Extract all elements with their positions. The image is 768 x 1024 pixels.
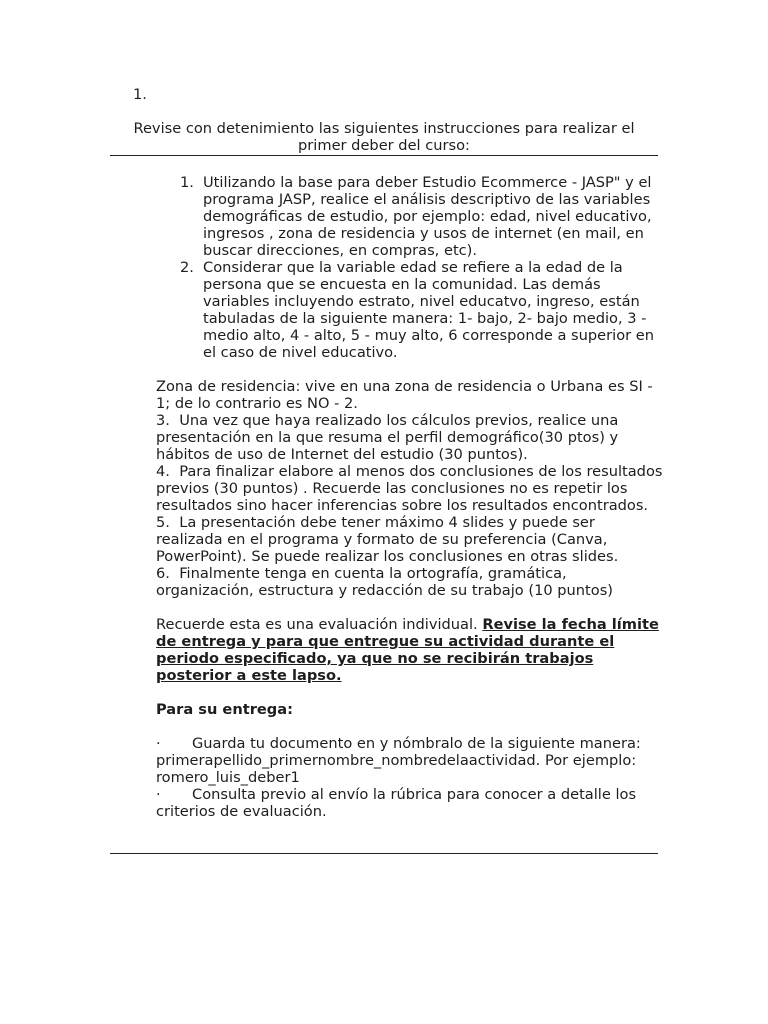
residence-paragraph: Zona de residencia: vive en una zona de residencia o Urbana es SI - 1; de lo contrario es NO - 2. (156, 378, 653, 412)
bottom-divider (110, 853, 658, 854)
intro-paragraph: Revise con detenimiento las siguientes instrucciones para realizar el primer deber del curso: (133, 120, 635, 154)
top-divider (110, 155, 658, 156)
list-item-text: Considerar que la variable edad se refiere a la edad de la persona que se encuesta en la comunidad. Las demás variables incluyendo estrato, nivel educatvo, ingreso, están tabuladas de la siguiente manera: 1- bajo, 2- bajo medio, 3 - medio alto, 4 - alto, 5 - muy alto, 6 corresponde a superior en el caso de nivel educativo. (203, 259, 654, 361)
item-4-paragraph: 4. Para finalizar elabore al menos dos conclusiones de los resultados previos (30 puntos) . Recuerde las conclusiones no es repetir los resultados sino hacer inferencias sobre los resultados encontrados. (156, 463, 663, 514)
list-item (180, 259, 660, 361)
reminder-text: Recuerde esta es una evaluación individual. (156, 616, 483, 633)
list-marker: 1. (180, 174, 194, 191)
delivery-heading: Para su entrega: (156, 701, 293, 718)
list-marker: 2. (180, 259, 194, 276)
list-item-text: Utilizando la base para deber Estudio Ecommerce - JASP" y el programa JASP, realice el análisis descriptivo de las variables demográficas de estudio, por ejemplo: edad, nivel educativo, ingresos , zona de residencia y usos de internet (en mail, en buscar direcciones, en compras, etc). (203, 174, 652, 259)
body-text (156, 378, 666, 820)
bullet-symbol: · (156, 786, 161, 803)
top-list-number: 1. (133, 86, 147, 103)
reminder-paragraph (156, 616, 666, 684)
bullet-symbol: · (156, 735, 161, 752)
bullet-item (156, 735, 666, 786)
list-item (180, 174, 660, 259)
bullet-text: Guarda tu documento en y nómbralo de la siguiente manera: primerapellido_primernombre_nombredelaactividad. Por ejemplo: romero_luis_deber1 (156, 735, 641, 786)
bullet-item (156, 786, 666, 820)
item-3-paragraph: 3. Una vez que haya realizado los cálculos previos, realice una presentación en la que resuma el perfil demográfico(30 ptos) y hábitos de uso de Internet del estudio (30 puntos). (156, 412, 619, 463)
instructions-list (180, 174, 660, 361)
bullet-text: Consulta previo al envío la rúbrica para conocer a detalle los criterios de evaluación. (156, 786, 637, 820)
deadline-warning: Revise la fecha límite de entrega y para que entregue su actividad durante el periodo especificado, ya que no se recibirán trabajos posterior a este lapso. (156, 616, 659, 684)
item-6-paragraph: 6. Finalmente tenga en cuenta la ortografía, gramática, organización, estructura y redacción de su trabajo (10 puntos) (156, 565, 613, 599)
item-5-paragraph: 5. La presentación debe tener máximo 4 slides y puede ser realizada en el programa y formato de su preferencia (Canva, PowerPoint). Se puede realizar los conclusiones en otras slides. (156, 514, 619, 565)
